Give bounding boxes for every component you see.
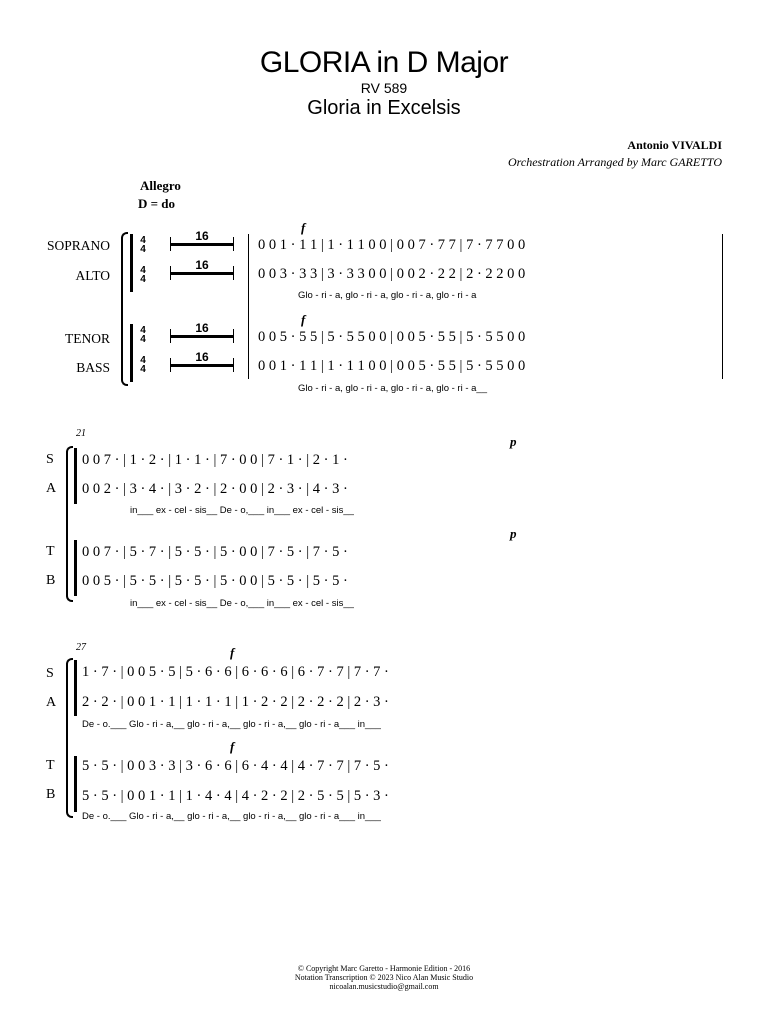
dynamic-forte: f (301, 312, 306, 327)
arranger-credit: Orchestration Arranged by Marc GARETTO (508, 155, 722, 169)
label-soprano: SOPRANO (46, 238, 110, 253)
system-brace (121, 232, 128, 386)
lower-lyrics: De - o.___ Glo - ri - a,__ glo - ri - a,__ glo - ri - a,__ glo - ri - a___ in___ (82, 811, 381, 822)
label-b: B (46, 787, 56, 802)
tenor-notes: 0 0 7 · | 5 · 7 · | 5 · 5 · | 5 · 0 0 | 7 · 5 · | 7 · 5 · (82, 544, 348, 560)
upper-bracket (74, 660, 77, 716)
dynamic-piano: p (510, 434, 517, 449)
time-signature: 4 4 (140, 235, 146, 255)
upper-lyrics: in___ ex - cel - sis__ De - o,___ in___ ex - cel - sis__ (130, 505, 354, 516)
label-bass: BASS (76, 360, 110, 375)
label-a: A (46, 695, 57, 710)
dynamic-piano: p (510, 526, 517, 541)
lower-lyrics: Glo - ri - a, glo - ri - a, glo - ri - a, glo - ri - a__ (298, 383, 487, 394)
dynamic-forte: f (230, 739, 235, 754)
time-signature: 4 4 (140, 325, 146, 345)
time-signature: 4 4 (140, 355, 146, 375)
alto-notes: 2 · 2 · | 0 0 1 · 1 | 1 · 1 · 1 | 1 · 2 · 2 | 2 · 2 · 2 | 2 · 3 · (82, 694, 389, 710)
lower-bracket (130, 324, 133, 382)
label-b: B (46, 573, 56, 588)
barline (722, 234, 723, 379)
label-t: T (46, 758, 55, 773)
alto-notes: 0 0 3 · 3 3 | 3 · 3 3 0 0 | 0 0 2 · 2 2 | 2 · 2 2 0 0 (258, 266, 526, 282)
alto-notes: 0 0 2 · | 3 · 4 · | 3 · 2 · | 2 · 0 0 | 2 · 3 · | 4 · 3 · (82, 481, 348, 497)
label-a: A (46, 481, 57, 496)
barline (248, 234, 249, 379)
footer-transcription: Notation Transcription © 2023 Nico Alan Music Studio (294, 973, 474, 982)
label-s: S (46, 452, 54, 467)
upper-bracket (130, 234, 133, 292)
upper-lyrics: De - o.___ Glo - ri - a,__ glo - ri - a,__ glo - ri - a,__ glo - ri - a___ in___ (82, 719, 381, 730)
bass-notes: 0 0 1 · 1 1 | 1 · 1 1 0 0 | 0 0 5 · 5 5 | 5 · 5 5 0 0 (258, 358, 526, 374)
lower-bracket (74, 540, 77, 596)
system-brace (66, 658, 73, 818)
footer-email: nicoalan.musicstudio@gmail.com (329, 982, 439, 991)
tenor-notes: 0 0 5 · 5 5 | 5 · 5 5 0 0 | 0 0 5 · 5 5 | 5 · 5 5 0 0 (258, 329, 526, 345)
lower-lyrics: in___ ex - cel - sis__ De - o,___ in___ ex - cel - sis__ (130, 598, 354, 609)
bass-notes: 5 · 5 · | 0 0 1 · 1 | 1 · 4 · 4 | 4 · 2 · 2 | 2 · 5 · 5 | 5 · 3 · (82, 788, 389, 804)
upper-lyrics: Glo - ri - a, glo - ri - a, glo - ri - a, glo - ri - a (298, 290, 477, 301)
dynamic-forte: f (301, 220, 306, 235)
catalog-number: RV 589 (360, 80, 408, 96)
measure-number: 21 (76, 428, 86, 439)
footer-copyright: © Copyright Marc Garetto - Harmonie Edition - 2016 (297, 964, 471, 973)
soprano-notes: 0 0 7 · | 1 · 2 · | 1 · 1 · | 7 · 0 0 | 7 · 1 · | 2 · 1 · (82, 452, 348, 468)
lower-bracket (74, 756, 77, 812)
key-marking: D = do (138, 196, 176, 211)
label-s: S (46, 666, 54, 681)
bass-notes: 0 0 5 · | 5 · 5 · | 5 · 5 · | 5 · 0 0 | 5 · 5 · | 5 · 5 · (82, 573, 348, 589)
system-brace (66, 446, 73, 602)
score-title: GLORIA in D Major (259, 46, 509, 79)
upper-bracket (74, 448, 77, 504)
tenor-notes: 5 · 5 · | 0 0 3 · 3 | 3 · 6 · 6 | 6 · 4 · 4 | 4 · 7 · 7 | 7 · 5 · (82, 758, 389, 774)
label-alto: ALTO (75, 268, 110, 283)
composer-name: Antonio VIVALDI (627, 138, 722, 152)
soprano-notes: 1 · 7 · | 0 0 5 · 5 | 5 · 6 · 6 | 6 · 6 · 6 | 6 · 7 · 7 | 7 · 7 · (82, 664, 389, 680)
label-t: T (46, 544, 55, 559)
tempo-marking: Allegro (140, 178, 181, 193)
dynamic-forte: f (230, 645, 235, 660)
label-tenor: TENOR (65, 331, 110, 346)
measure-number: 27 (76, 642, 86, 653)
time-signature: 4 4 (140, 265, 146, 285)
soprano-notes: 0 0 1 · 1 1 | 1 · 1 1 0 0 | 0 0 7 · 7 7 | 7 · 7 7 0 0 (258, 237, 526, 253)
score-subtitle: Gloria in Excelsis (307, 97, 461, 119)
